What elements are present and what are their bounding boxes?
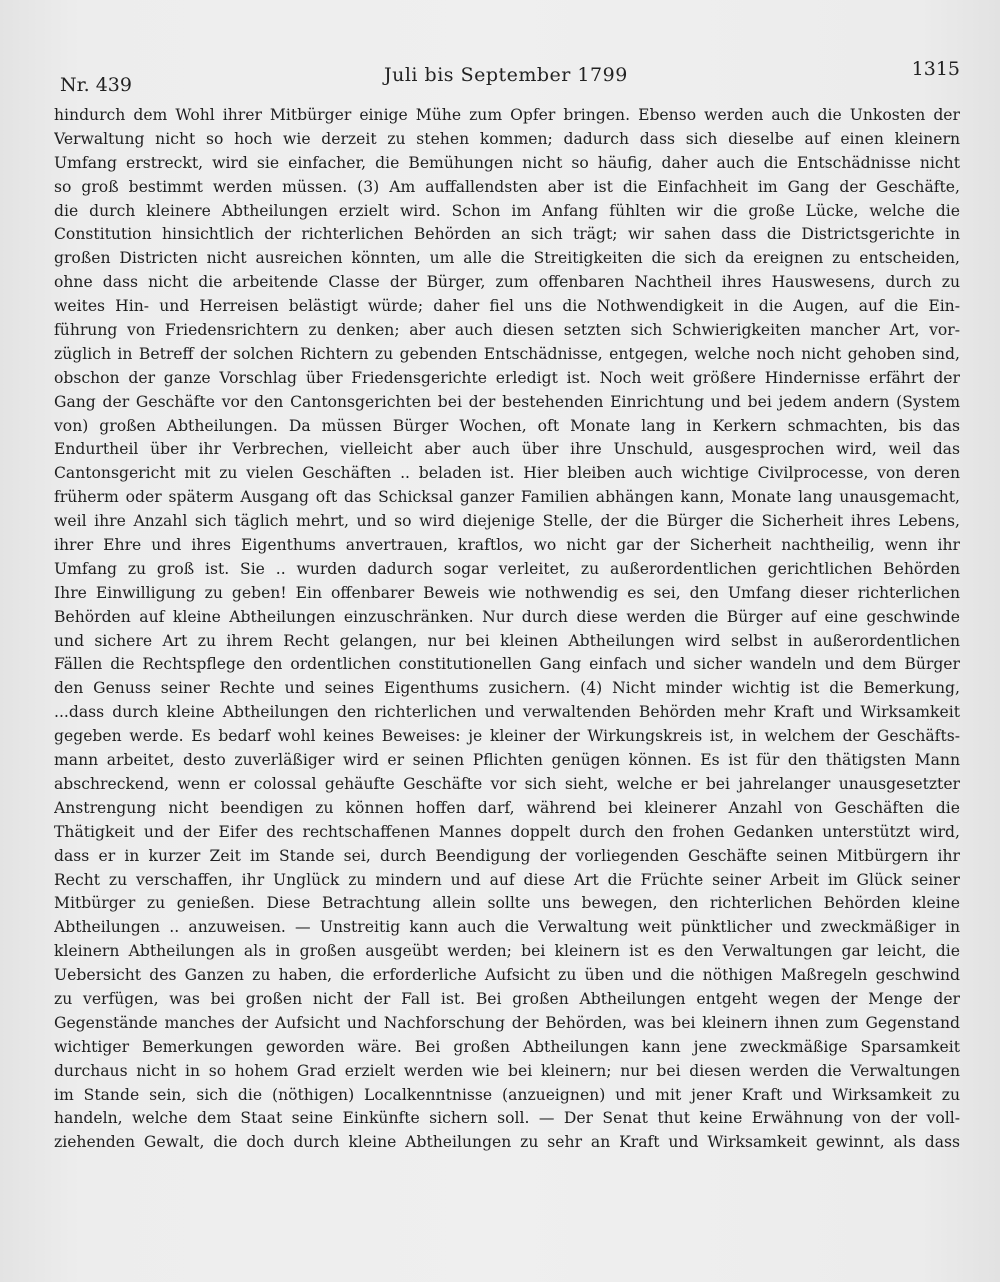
text-line: großen Districten nicht ausreichen könnten, um alle die Streitigkeiten die sich da ereignen zu entscheiden, [54, 249, 960, 268]
text-line: obschon der ganze Vorschlag über Friedensgerichte erledigt ist. Noch weit größere Hindernisse erfährt der [54, 368, 960, 387]
text-line: abschreckend, wenn er colossal gehäufte Geschäfte vor sich sieht, welche er bei jahrelanger unausgesetzter [54, 774, 960, 793]
text-line: Gang der Geschäfte vor den Cantonsgerichten bei der bestehenden Einrichtung und bei jedem andern (System [54, 392, 960, 411]
text-line: mann arbeitet, desto zuverläßiger wird er seinen Pflichten genügen können. Es ist für den thätigsten Mann [54, 751, 960, 770]
text-line: den Genuss seiner Rechte und seines Eigenthums zusichern. (4) Nicht minder wichtig ist die Bemerkung, [54, 679, 960, 698]
text-line: Ihre Einwilligung zu geben! Ein offenbarer Beweis wie nothwendig es sei, den Umfang dieser richterlichen [54, 583, 960, 602]
text-line: Endurtheil über ihr Verbrechen, vielleicht aber auch über ihre Unschuld, ausgesprochen wird, weil das [54, 440, 960, 459]
text-line: kleinern Abtheilungen als in großen ausgeübt werden; bei kleinern ist es den Verwaltungen gar leicht, die [54, 942, 960, 961]
text-line: hindurch dem Wohl ihrer Mitbürger einige Mühe zum Opfer bringen. Ebenso werden auch die Unkosten der [54, 106, 960, 124]
text-line: Mitbürger zu genießen. Diese Betrachtung allein sollte uns bewegen, den richterlichen Behörden kleine [54, 894, 960, 913]
text-line: weites Hin- und Herreisen belästigt würde; daher fiel uns die Nothwendigkeit in die Augen, auf die Ein- [54, 297, 960, 316]
text-line: und sichere Art zu ihrem Recht gelangen, nur bei kleinen Abtheilungen wird selbst in außerordentlichen [54, 631, 960, 650]
text-line: handeln, welche dem Staat seine Einkünfte sichern soll. — Der Senat thut keine Erwähnung von der voll- [54, 1109, 960, 1128]
text-line: Umfang erstreckt, wird sie einfacher, die Bemühungen nicht so häufig, daher auch die Entschädnisse nicht [54, 153, 960, 172]
text-line: gegeben werde. Es bedarf wohl keines Beweises: je kleiner der Wirkungskreis ist, in welchem der Geschäfts- [54, 727, 960, 746]
text-line: Fällen die Rechtspflege den ordentlichen constitutionellen Gang einfach und sicher wandeln und dem Bürger [54, 655, 960, 674]
text-line: Anstrengung nicht beendigen zu können hoffen darf, während bei kleinerer Anzahl von Geschäften die [54, 798, 960, 817]
text-line: Thätigkeit und der Eifer des rechtschaffenen Mannes doppelt durch den frohen Gedanken unterstützt wird, [54, 822, 960, 841]
body-text [54, 104, 960, 1155]
text-line: zu verfügen, was bei großen nicht der Fall ist. Bei großen Abtheilungen entgeht wegen der Menge der [54, 989, 960, 1008]
text-line: Cantonsgericht mit zu vielen Geschäften .. beladen ist. Hier bleiben auch wichtige Civilprocesse, von deren [54, 464, 960, 483]
text-line: weil ihre Anzahl sich täglich mehrt, und so wird diejenige Stelle, der die Bürger die Sicherheit ihres Lebens, [54, 512, 960, 531]
text-line: führung von Friedensrichtern zu denken; aber auch diesen setzten sich Schwierigkeiten mancher Art, vor- [54, 321, 960, 340]
text-line: Recht zu verschaffen, ihr Unglück zu mindern und auf diese Art die Früchte seiner Arbeit im Glück seiner [54, 870, 960, 889]
text-line: ziehenden Gewalt, die doch durch kleine Abtheilungen zu sehr an Kraft und Wirksamkeit gewinnt, als dass [54, 1133, 960, 1152]
text-line: Constitution hinsichtlich der richterlichen Behörden an sich trägt; wir sahen dass die Districtsgerichte in [54, 225, 960, 244]
text-line: Uebersicht des Ganzen zu haben, die erforderliche Aufsicht zu üben und die nöthigen Maßregeln geschwind [54, 966, 960, 985]
text-line: so groß bestimmt werden müssen. (3) Am auffallendsten aber ist die Einfachheit im Gang der Geschäfte, [54, 177, 960, 196]
document-number: Nr. 439 [60, 74, 132, 96]
text-line: früherm oder späterm Ausgang oft das Schicksal ganzer Familien abhängen kann, Monate lang unausgemacht, [54, 488, 960, 507]
page-number: 1315 [911, 58, 960, 80]
text-line: Umfang zu groß ist. Sie .. wurden dadurch sogar verleitet, zu außerordentlichen gerichtlichen Behörden [54, 559, 960, 578]
running-title: Juli bis September 1799 [384, 64, 628, 86]
text-line: Behörden auf kleine Abtheilungen einzuschränken. Nur durch diese werden die Bürger auf eine geschwinde [54, 607, 960, 626]
text-line: Gegenstände manches der Aufsicht und Nachforschung der Behörden, was bei kleinern ihnen zum Gegenstand [54, 1013, 960, 1032]
text-line: die durch kleinere Abtheilungen erzielt wird. Schon im Anfang fühlten wir die große Lücke, welche die [54, 201, 960, 220]
text-line: züglich in Betreff der solchen Richtern zu gebenden Entschädnisse, entgegen, welche noch nicht gehoben sind, [54, 344, 960, 363]
running-header [60, 58, 960, 96]
text-line: ohne dass nicht die arbeitende Classe der Bürger, zum offenbaren Nachtheil ihres Hauswesens, durch zu [54, 273, 960, 292]
text-line: ihrer Ehre und ihres Eigenthums anvertrauen, kraftlos, wo nicht gar der Sicherheit nachtheilig, wenn ihr [54, 536, 960, 555]
text-line: wichtiger Bemerkungen geworden wäre. Bei großen Abtheilungen kann jene zweckmäßige Sparsamkeit [54, 1037, 960, 1056]
text-line: dass er in kurzer Zeit im Stande sei, durch Beendigung der vorliegenden Geschäfte seinen Mitbürgern ihr [54, 846, 960, 865]
text-line: Abtheilungen .. anzuweisen. — Unstreitig kann auch die Verwaltung weit pünktlicher und zweckmäßiger in [54, 918, 960, 937]
text-line: Verwaltung nicht so hoch wie derzeit zu stehen kommen; dadurch dass sich dieselbe auf einen kleinern [54, 129, 960, 148]
text-line: ...dass durch kleine Abtheilungen den richterlichen und verwaltenden Behörden mehr Kraft und Wirksamkeit [54, 703, 960, 722]
text-line: im Stande sein, sich die (nöthigen) Localkenntnisse (anzueignen) und mit jener Kraft und Wirksamkeit zu [54, 1085, 960, 1104]
text-line: von) großen Abtheilungen. Da müssen Bürger Wochen, oft Monate lang in Kerkern schmachten, bis das [54, 416, 960, 435]
text-line: durchaus nicht in so hohem Grad erzielt werden wie bei kleinern; nur bei diesen werden die Verwaltungen [54, 1061, 960, 1080]
